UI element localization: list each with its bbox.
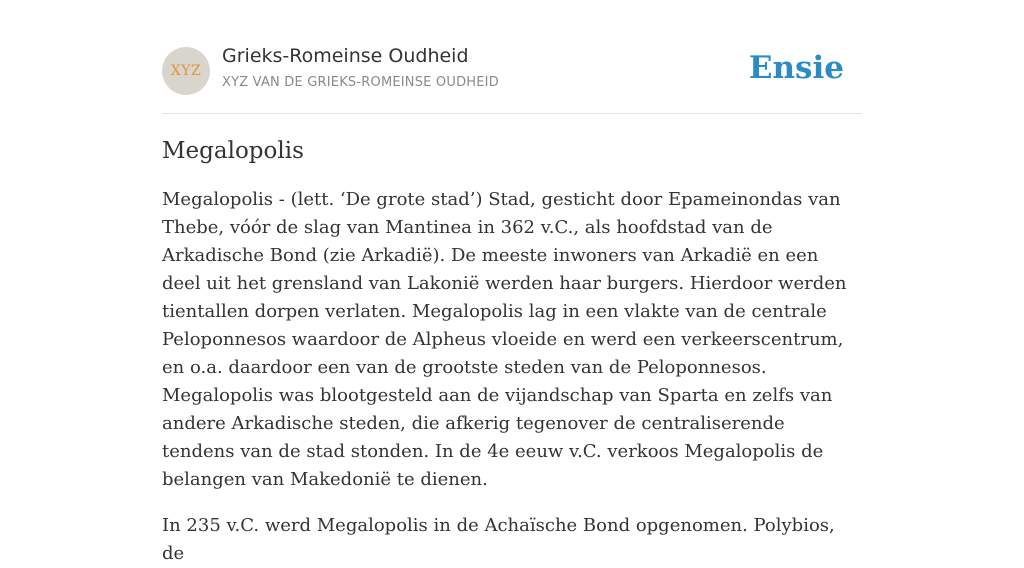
- article-title: Megalopolis: [162, 138, 304, 164]
- source-title[interactable]: Grieks-Romeinse Oudheid: [222, 45, 469, 67]
- article-paragraph: In 235 v.C. werd Megalopolis in de Achaïsche Bond opgenomen. Polybios, de: [162, 515, 835, 564]
- page: [162, 0, 862, 568]
- brand-logo[interactable]: Ensie: [748, 50, 844, 86]
- article-body: [162, 186, 862, 568]
- source-header: [162, 0, 862, 114]
- source-avatar[interactable]: XYZ: [162, 47, 210, 95]
- article-paragraph: Megalopolis - (lett. ‘De grote stad’) Stad, gesticht door Epameinondas van Thebe, vóór de slag van Mantinea in 362 v.C., als hoofdstad van de Arkadische Bond (zie Arkadië). De meeste inwoners van Arkadië en een deel uit het grensland van Lakonië werden haar burgers. Hierdoor werden tientallen dorpen verlaten. Megalopolis lag in een vlakte van de centrale Peloponnesos waardoor de Alpheus vloeide en werd een verkeerscentrum, en o.a. daardoor een van de grootste steden van de Peloponnesos. Megalopolis was blootgesteld aan de vijandschap van Sparta en zelfs van andere Arkadische steden, die afkerig tegenover de centraliserende tendens van de stad stonden. In de 4e eeuw v.C. verkoos Megalopolis de belangen van Makedonië te dienen.: [162, 189, 847, 490]
- source-subtitle: XYZ VAN DE GRIEKS-ROMEINSE OUDHEID: [222, 75, 499, 90]
